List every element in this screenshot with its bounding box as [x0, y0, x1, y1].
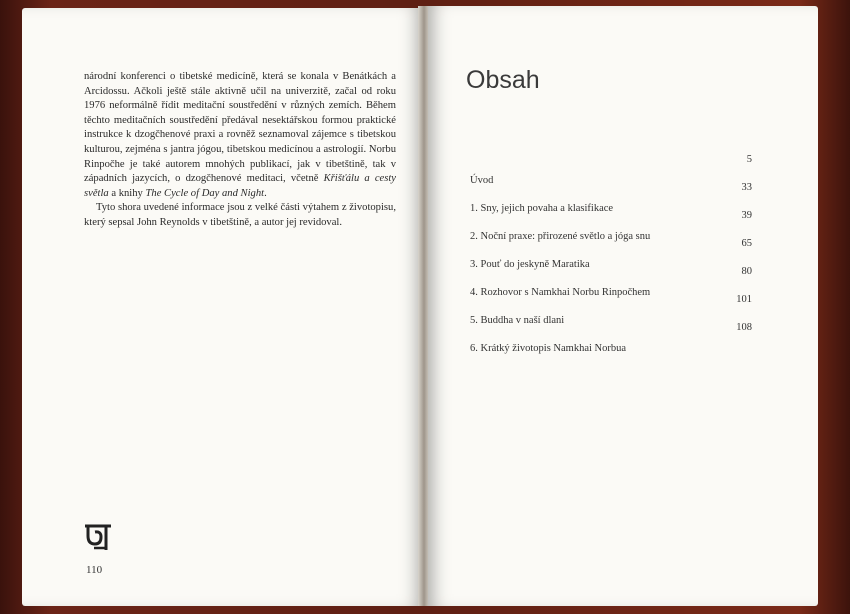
toc-entry — [470, 210, 752, 242]
paragraph-2 — [84, 201, 396, 230]
toc-entry-label: 6. Krátký životopis Namkhai Norbua — [470, 343, 627, 354]
toc-entry — [470, 322, 752, 354]
toc-entry — [470, 294, 752, 326]
toc-entry-page: 80 — [741, 266, 752, 277]
toc-entry-page: 108 — [736, 322, 752, 333]
toc-title: Obsah — [466, 66, 540, 94]
toc-entry-page: 5 — [746, 154, 752, 165]
toc-entry — [470, 154, 752, 186]
toc-entry-label: Úvod — [470, 175, 494, 186]
paragraph-text: národní konferenci o tibetské medicíně, která se konala v Benátkách a Arcidossu. Ačkoli ještě stále aktivně učil na univerzitě, začal od roku 1976 neformálně řídit meditační soustředění v různých zemích. Během těchto meditačních soustředění předával nesektářskou formou praktické instrukce k dzogčhenové praxi a rovněž seznamoval zájemce s tibetskou kulturou, zejména s jantra jógou, tibetskou medicínou a astrologií. Norbu Rinpočhe je také autorem mnohých publikací, jak v tibetštině, tak v západních jazycích, o dzogčhenové meditaci, včetně — [84, 71, 396, 185]
toc-entry — [470, 238, 752, 270]
page-number: 110 — [86, 564, 103, 576]
book-title-text: Křišťálu a cesty světla — [84, 173, 396, 199]
toc-entry-page: 39 — [741, 210, 752, 221]
toc-entry — [470, 266, 752, 298]
toc-entry-page: 65 — [741, 238, 752, 249]
body-text — [84, 70, 396, 231]
paragraph-text: . — [264, 187, 267, 199]
tibetan-syllable-emblem-icon — [82, 518, 114, 552]
toc-entry-label: 1. Sny, jejich povaha a klasifikace — [470, 203, 614, 214]
toc-entry-page: 33 — [741, 182, 752, 193]
toc-entry-page: 101 — [736, 294, 752, 305]
paragraph-1 — [84, 70, 396, 201]
toc-entry — [470, 182, 752, 214]
toc-entry-label: 3. Pouť do jeskyně Maratika — [470, 259, 590, 270]
table-of-contents — [470, 154, 752, 354]
toc-entry-label: 2. Noční praxe: přirozené světlo a jóga snu — [470, 231, 651, 242]
right-page — [428, 6, 818, 606]
toc-entry-label: 5. Buddha v naší dlani — [470, 315, 565, 326]
left-page — [22, 8, 422, 606]
toc-entry-label: 4. Rozhovor s Namkhai Norbu Rinpočhem — [470, 287, 651, 298]
book-title-text: The Cycle of Day and Night — [145, 187, 265, 199]
paragraph-text: a knihy — [108, 187, 146, 199]
paragraph-text: Tyto shora uvedené informace jsou z velké části výtahem z životopisu, který sepsal John Reynolds v tibetštině, a autor jej revidoval. — [84, 202, 396, 228]
